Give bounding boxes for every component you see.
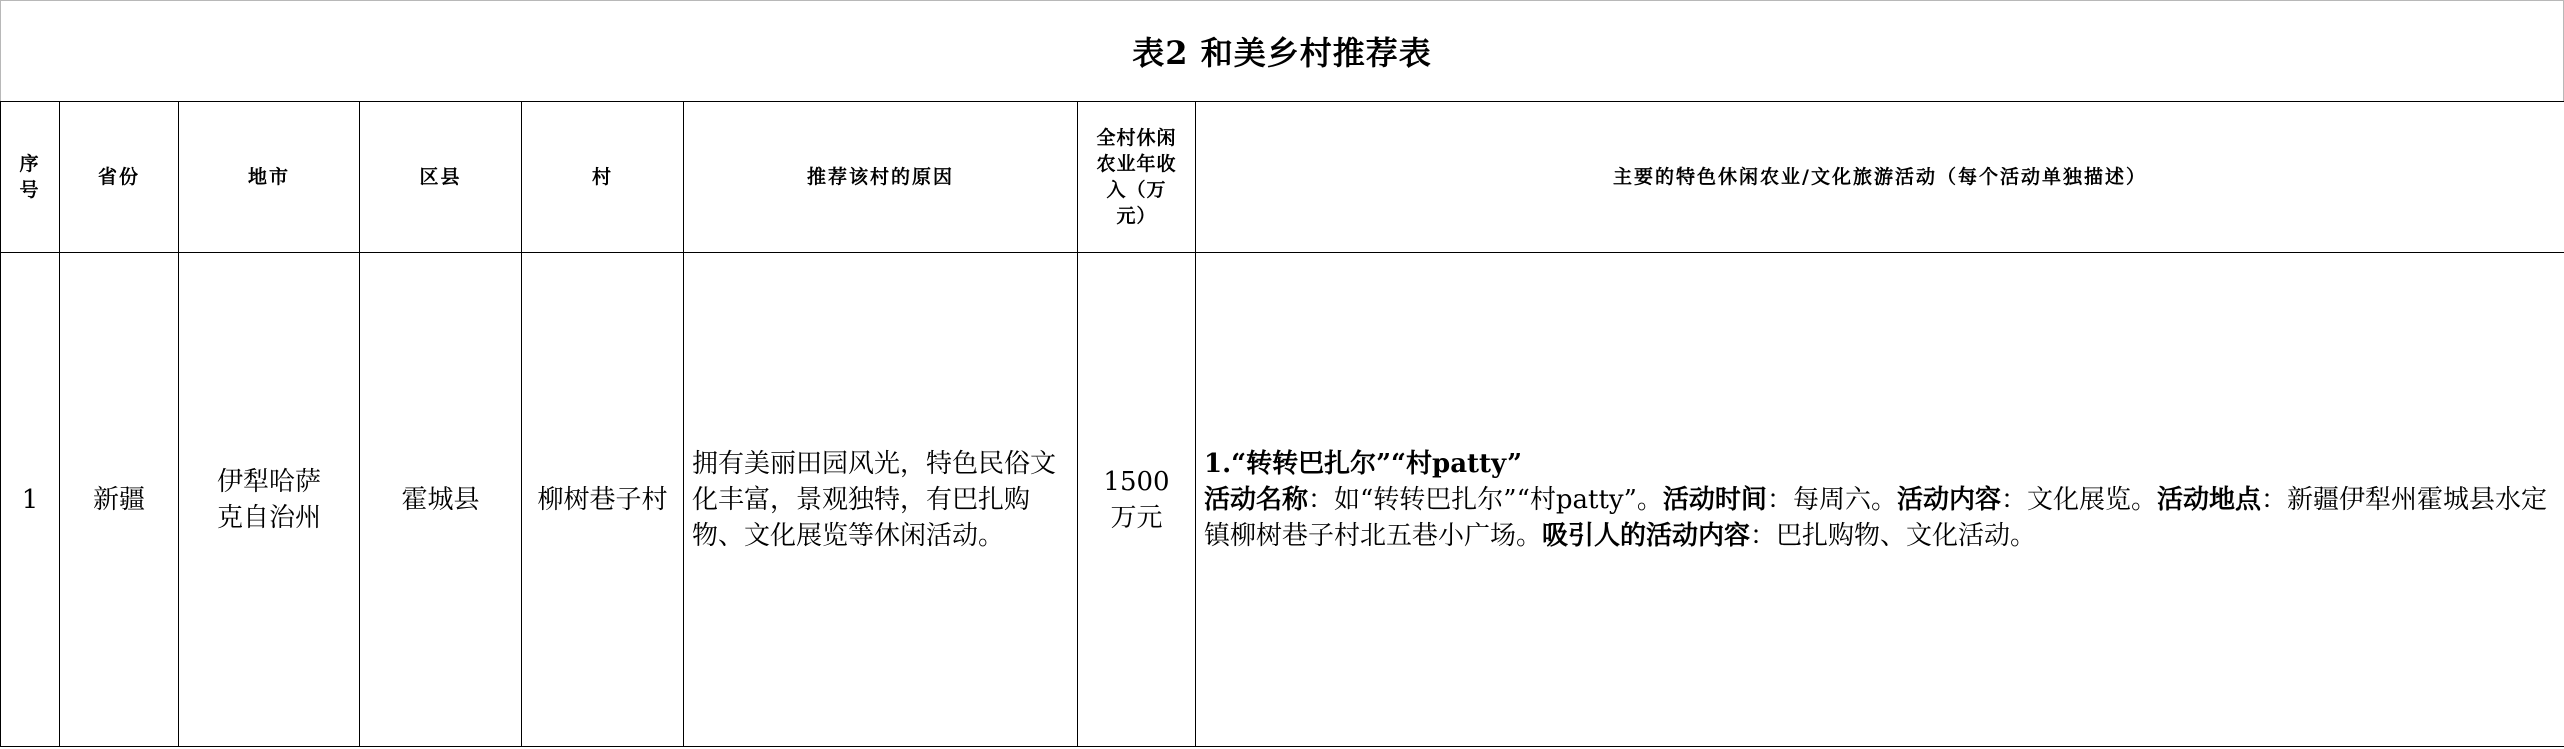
activity-time-value: ：每周六。	[1766, 484, 1897, 515]
cell-activities	[1196, 253, 2564, 747]
cell-reason	[684, 253, 1078, 747]
header-income-label: 全村休闲农业年收入（万元）	[1096, 127, 1177, 227]
activity-place-label: 活动地点	[2156, 484, 2261, 515]
activity-details	[1204, 482, 2556, 554]
cell-city	[179, 253, 360, 747]
header-activities: 主要的特色休闲农业/文化旅游活动（每个活动单独描述）	[1196, 102, 2564, 253]
table-title: 表2 和美乡村推荐表	[1132, 34, 1432, 72]
header-seq	[1, 102, 60, 253]
title-row	[0, 0, 2564, 101]
activity-attract-value: ：巴扎购物、文化活动。	[1750, 520, 2037, 551]
cell-income-text: 1500万元	[1103, 466, 1170, 533]
header-seq-label: 序号	[19, 153, 41, 201]
header-income	[1078, 102, 1196, 253]
cell-reason-text: 拥有美丽田园风光，特色民俗文化丰富，景观独特，有巴扎购物、文化展览等休闲活动。	[692, 448, 1057, 551]
cell-city-text: 伊犁哈萨克自治州	[216, 466, 321, 533]
header-reason: 推荐该村的原因	[684, 102, 1078, 253]
activity-content-label: 活动内容	[1896, 484, 2001, 515]
activity-content-value: ：文化展览。	[2000, 484, 2157, 515]
cell-county: 霍城县	[360, 253, 522, 747]
header-city: 地市	[179, 102, 360, 253]
activity-name-label: 活动名称	[1204, 484, 1309, 515]
activity-heading: 1.“转转巴扎尔”“村patty”	[1204, 448, 1523, 479]
activity-attract-label: 吸引人的活动内容	[1542, 520, 1751, 551]
activity-time-label: 活动时间	[1662, 484, 1767, 515]
activity-place-value: ：新疆伊犁州霍城县水定镇柳树巷子村北五巷小广场。	[1204, 484, 2548, 551]
header-row	[1, 102, 2564, 253]
cell-seq: 1	[1, 253, 60, 747]
cell-income	[1078, 253, 1196, 747]
table-row	[1, 253, 2564, 747]
header-village: 村	[522, 102, 684, 253]
activity-name-value: ：如“转转巴扎尔”“村patty”。	[1308, 484, 1663, 515]
cell-village: 柳树巷子村	[522, 253, 684, 747]
recommendation-table	[0, 101, 2564, 747]
header-province: 省份	[60, 102, 179, 253]
header-county: 区县	[360, 102, 522, 253]
cell-province: 新疆	[60, 253, 179, 747]
